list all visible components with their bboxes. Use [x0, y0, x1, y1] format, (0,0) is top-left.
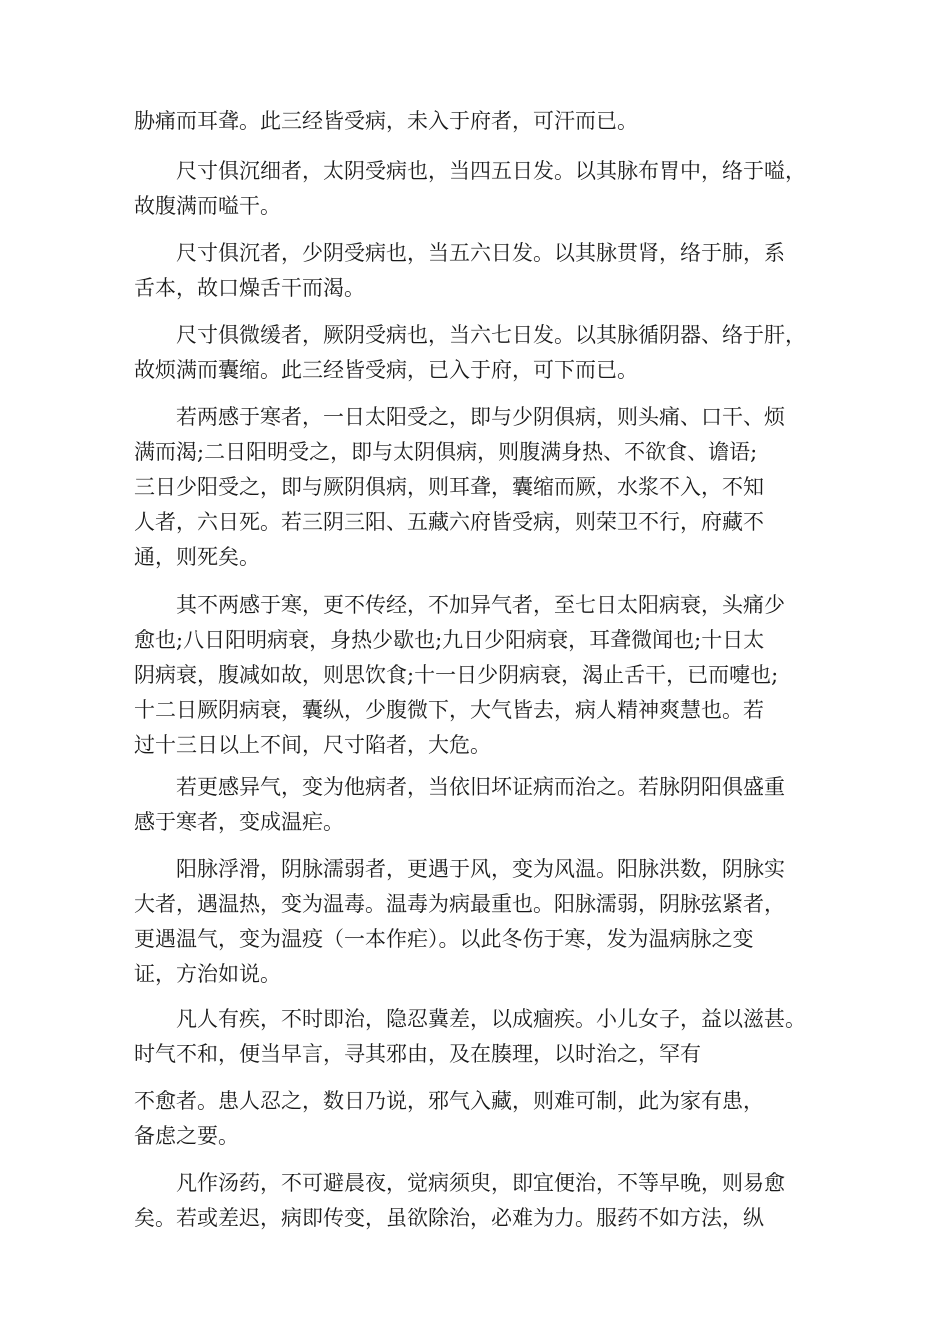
text-line: 矣。若或差迟，病即传变，虽欲除治，必难为力。服药不如方法，纵 — [134, 1206, 764, 1230]
text-line: 尺寸俱沉者，少阴受病也，当五六日发。以其脉贯肾，络于肺，系 — [176, 241, 785, 265]
text-line: 证，方治如说。 — [134, 962, 281, 986]
paragraph-7 — [134, 770, 844, 840]
text-line: 感于寒者，变成温疟。 — [134, 810, 344, 834]
text-line: 愈也;八日阳明病衰，身热少歇也;九日少阳病衰，耳聋微闻也;十日太 — [134, 628, 765, 652]
paragraph-11 — [134, 1166, 844, 1236]
text-line: 大者，遇温热，变为温毒。温毒为病最重也。阳脉濡弱，阴脉弦紧者， — [134, 892, 785, 916]
paragraph-2 — [134, 154, 844, 224]
text-line: 三日少阳受之，即与厥阴俱病，则耳聋，囊缩而厥，水浆不入，不知 — [134, 475, 764, 499]
text-line: 尺寸俱微缓者，厥阴受病也，当六七日发。以其脉循阴器、络于肝， — [176, 323, 806, 347]
paragraph-5 — [134, 400, 844, 575]
text-line: 过十三日以上不间，尺寸陷者，大危。 — [134, 733, 491, 757]
text-line: 满而渴;二日阳明受之，即与太阴俱病，则腹满身热、不欲食、谵语; — [134, 440, 758, 464]
text-line: 故烦满而囊缩。此三经皆受病，已入于府，可下而已。 — [134, 358, 638, 382]
text-line: 凡作汤药，不可避晨夜，觉病须臾，即宜便治，不等早晚，则易愈 — [176, 1171, 785, 1195]
text-line: 更遇温气，变为温疫（一本作疟）。以此冬伤于寒，发为温病脉之变 — [134, 927, 754, 951]
paragraph-8 — [134, 852, 844, 992]
text-line: 其不两感于寒，更不传经，不加异气者，至七日太阳病衰，头痛少 — [176, 593, 785, 617]
paragraph-6 — [134, 588, 844, 763]
text-line: 舌本，故口燥舌干而渴。 — [134, 276, 365, 300]
text-line: 阴病衰，腹减如故，则思饮食;十一日少阴病衰，渴止舌干，已而嚏也; — [134, 663, 779, 687]
text-line: 若更感异气，变为他病者，当依旧坏证病而治之。若脉阴阳俱盛重 — [176, 775, 785, 799]
text-line: 时气不和，便当早言，寻其邪由，及在腠理，以时治之，罕有 — [134, 1042, 701, 1066]
text-line: 十二日厥阴病衰，囊纵，少腹微下，大气皆去，病人精神爽慧也。若 — [134, 698, 764, 722]
text-line: 故腹满而嗌干。 — [134, 194, 281, 218]
text-line: 通，则死矣。 — [134, 545, 260, 569]
text-line: 阳脉浮滑，阴脉濡弱者，更遇于风，变为风温。阳脉洪数，阴脉实 — [176, 857, 785, 881]
paragraph-1 — [134, 104, 844, 139]
text-line: 备虑之要。 — [134, 1124, 239, 1148]
text-line: 凡人有疾，不时即治，隐忍冀差，以成痼疾。小儿女子，益以滋甚。 — [176, 1007, 806, 1031]
text-line: 人者，六日死。若三阴三阳、五藏六府皆受病，则荣卫不行，府藏不 — [134, 510, 764, 534]
text-line: 不愈者。患人忍之，数日乃说，邪气入藏，则难可制，此为家有患， — [134, 1089, 764, 1113]
paragraph-3 — [134, 236, 844, 306]
text-line: 若两感于寒者，一日太阳受之，即与少阴俱病，则头痛、口干、烦 — [176, 405, 785, 429]
paragraph-9 — [134, 1002, 844, 1072]
paragraph-4 — [134, 318, 844, 388]
text-line: 尺寸俱沉细者，太阴受病也，当四五日发。以其脉布胃中，络于嗌， — [176, 159, 806, 183]
text-line: 胁痛而耳聋。此三经皆受病，未入于府者，可汗而已。 — [134, 109, 638, 133]
paragraph-10 — [134, 1084, 844, 1154]
